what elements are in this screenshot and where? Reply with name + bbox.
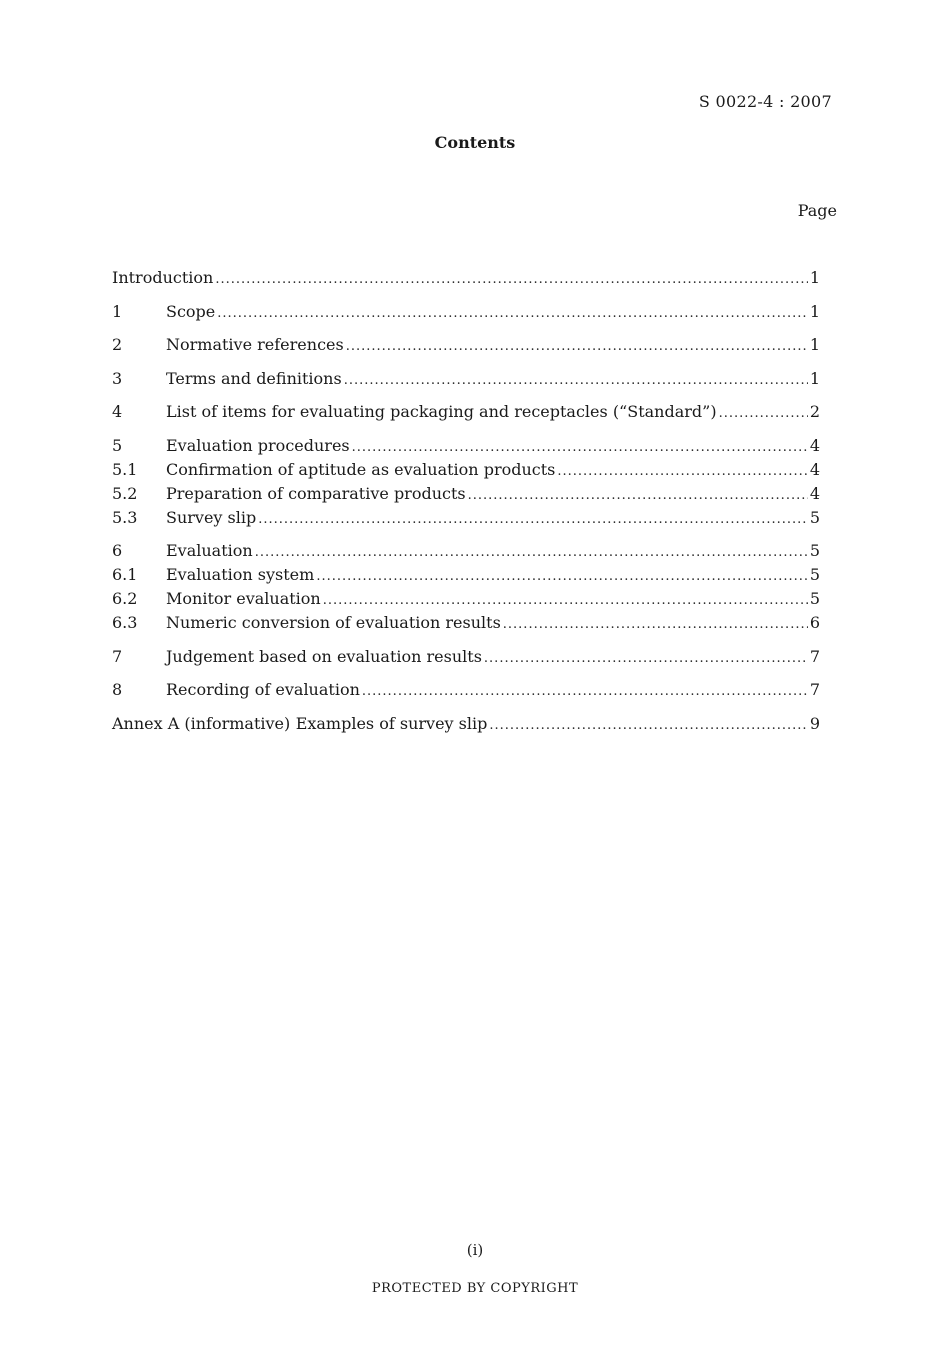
toc-entry-page: 4 xyxy=(809,435,820,455)
toc-entry-title: Numeric conversion of evaluation results xyxy=(166,613,501,632)
toc-entry-page: 1 xyxy=(809,268,820,287)
table-of-contents xyxy=(112,266,820,736)
toc-dot-leader xyxy=(346,335,808,359)
page-column-label: Page xyxy=(797,201,837,220)
toc-dot-leader xyxy=(557,460,807,484)
toc-entry-page: 1 xyxy=(809,335,820,354)
toc-dot-leader xyxy=(484,647,808,671)
toc-entry-title: List of items for evaluating packaging and receptacles (“Standard”) xyxy=(166,402,717,421)
toc-entry-page: 5 xyxy=(809,541,820,560)
toc-dot-leader xyxy=(344,369,808,393)
toc-entry-number: 5.2 xyxy=(112,483,138,503)
toc-entry-title: Evaluation system xyxy=(166,565,315,584)
toc-entry[interactable] xyxy=(112,611,820,635)
toc-entry[interactable] xyxy=(112,458,820,482)
toc-entry-number: 6.2 xyxy=(112,589,138,608)
toc-dot-leader xyxy=(719,402,808,426)
toc-entry-page: 4 xyxy=(809,483,820,503)
page-number: (i) xyxy=(466,1241,484,1259)
toc-dot-leader xyxy=(362,680,808,704)
toc-entry-number: 1 xyxy=(112,301,123,321)
toc-entry[interactable] xyxy=(112,645,820,669)
toc-entry-title: Normative references xyxy=(166,335,344,354)
toc-entry-page: 4 xyxy=(809,459,820,479)
annex-title: Examples of survey slip xyxy=(295,713,488,733)
toc-entry-page: 7 xyxy=(809,646,820,666)
toc-entry[interactable] xyxy=(112,506,820,530)
toc-dot-leader xyxy=(255,541,808,565)
toc-entry-title: Survey slip xyxy=(166,507,257,527)
toc-entry-title: Confirmation of aptitude as evaluation products xyxy=(166,459,556,479)
toc-entry-number: 4 xyxy=(112,402,123,421)
toc-entry-number: 6.3 xyxy=(112,613,138,632)
toc-dot-leader xyxy=(503,613,808,637)
toc-entry[interactable] xyxy=(112,678,820,702)
toc-entry-title: Preparation of comparative products xyxy=(166,483,466,503)
toc-dot-leader xyxy=(489,714,807,738)
toc-entry-number: 5.3 xyxy=(112,507,138,527)
toc-entry-title: Recording of evaluation xyxy=(166,680,360,699)
toc-entry-title: Monitor evaluation xyxy=(166,589,321,608)
annex-page: 9 xyxy=(809,713,820,733)
copyright-notice: PROTECTED BY COPYRIGHT xyxy=(371,1281,579,1296)
annex-label: Annex A (informative) xyxy=(112,713,291,733)
toc-entry-page: 1 xyxy=(809,301,820,321)
toc-entry-page: 5 xyxy=(809,589,820,608)
toc-entry-page: 1 xyxy=(809,368,820,388)
toc-entry-title: Terms and definitions xyxy=(166,368,342,388)
toc-entry-title: Judgement based on evaluation results xyxy=(166,646,482,666)
document-id: S 0022-4 : 2007 xyxy=(698,92,832,111)
toc-entry-title: Scope xyxy=(166,301,216,321)
toc-dot-leader xyxy=(217,302,808,326)
toc-entry[interactable] xyxy=(112,333,820,357)
toc-entry-annex[interactable] xyxy=(112,712,820,736)
toc-entry-number: 6 xyxy=(112,541,123,560)
toc-entry-number: 2 xyxy=(112,335,123,354)
toc-entry[interactable] xyxy=(112,300,820,324)
toc-entry-number: 5 xyxy=(112,435,123,455)
toc-entry-number: 7 xyxy=(112,646,123,666)
toc-entry[interactable] xyxy=(112,563,820,587)
toc-dot-leader xyxy=(215,268,807,292)
toc-entry[interactable] xyxy=(112,587,820,611)
toc-dot-leader xyxy=(468,484,808,508)
toc-entry-page: 2 xyxy=(809,402,820,421)
toc-entry[interactable] xyxy=(112,266,820,290)
toc-entry[interactable] xyxy=(112,434,820,458)
toc-dot-leader xyxy=(352,436,808,460)
toc-entry[interactable] xyxy=(112,400,820,424)
toc-entry-number: 8 xyxy=(112,680,123,699)
toc-entry-title: Evaluation procedures xyxy=(166,435,350,455)
toc-entry-number: 3 xyxy=(112,368,123,388)
page-title: Contents xyxy=(434,133,516,152)
toc-dot-leader xyxy=(258,508,808,532)
toc-entry-title: Introduction xyxy=(112,268,214,287)
toc-entry[interactable] xyxy=(112,367,820,391)
toc-dot-leader xyxy=(316,565,807,589)
toc-entry-number: 5.1 xyxy=(112,459,138,479)
toc-entry[interactable] xyxy=(112,539,820,563)
toc-entry[interactable] xyxy=(112,482,820,506)
toc-dot-leader xyxy=(323,589,808,613)
toc-entry-page: 5 xyxy=(809,565,820,584)
toc-entry-title: Evaluation xyxy=(166,541,253,560)
toc-entry-page: 6 xyxy=(809,613,820,632)
toc-entry-page: 5 xyxy=(809,507,820,527)
toc-entry-number: 6.1 xyxy=(112,565,138,584)
toc-entry-page: 7 xyxy=(809,680,820,699)
